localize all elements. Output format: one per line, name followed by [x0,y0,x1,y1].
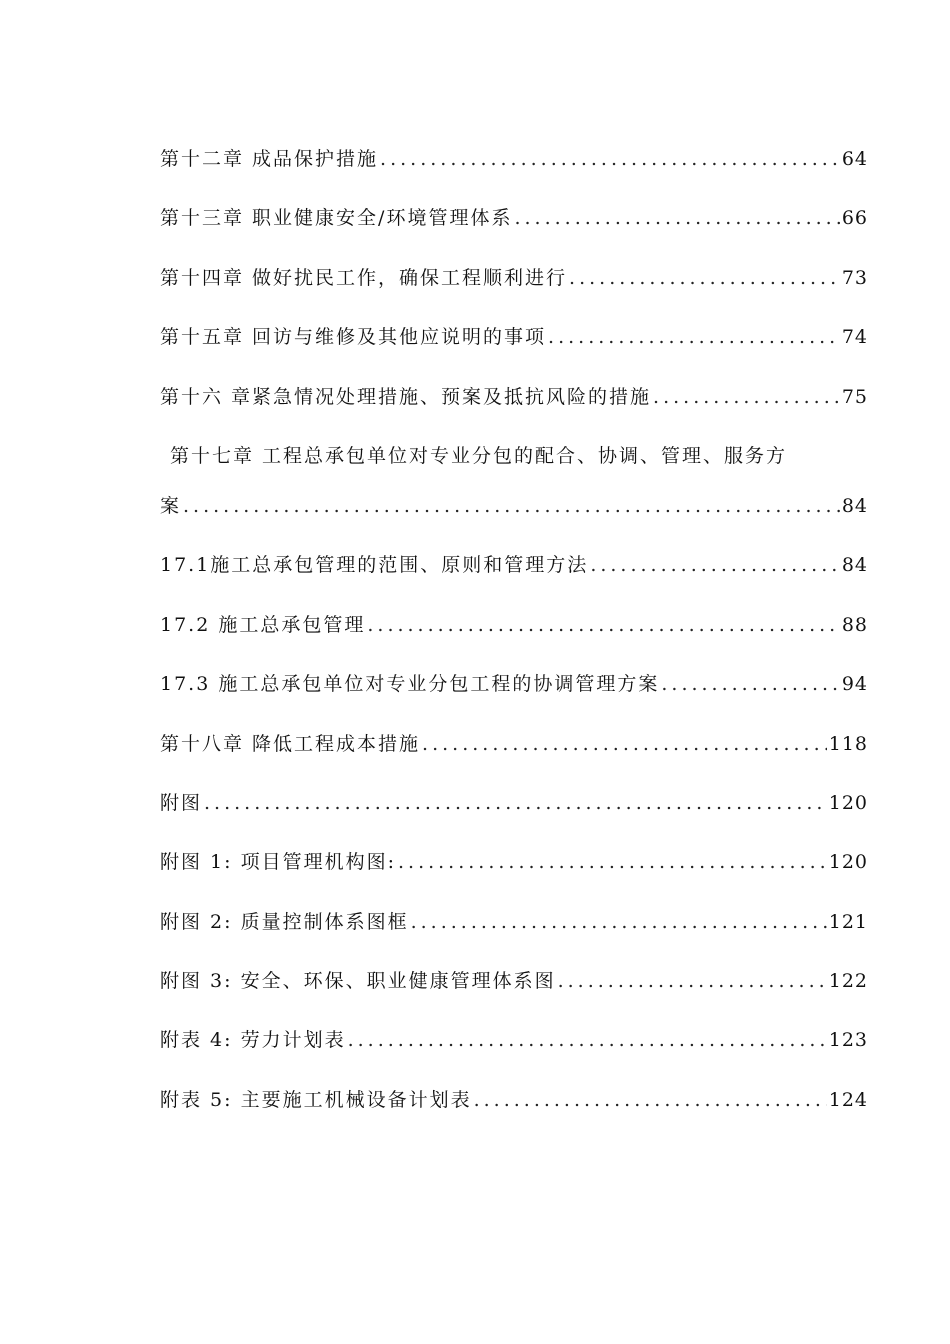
toc-entry-title: 第十六 章紧急情况处理措施、预案及抵抗风险的措施 [160,385,652,408]
toc-page-number: 94 [841,673,868,696]
toc-entry-title: 17.2 施工总承包管理 [160,613,366,636]
toc-page-number: 120 [828,791,868,814]
toc-leader-dots [348,1023,827,1057]
toc-entry[interactable] [160,964,868,1023]
toc-leader-dots [569,261,840,295]
toc-leader-dots [653,380,840,414]
toc-entry-title: 附表 4: 劳力计划表 [160,1029,346,1052]
toc-entry-title: 附图 1: 项目管理机构图: [160,851,396,874]
toc-entry[interactable] [160,201,868,260]
toc-entry[interactable] [160,320,868,379]
toc-leader-dots [411,905,827,939]
toc-entry-title: 第十五章 回访与维修及其他应说明的事项 [160,326,547,349]
toc-page-number: 73 [841,266,868,289]
toc-entry-title: 案 [160,494,182,517]
toc-entry-title: 17.1施工总承包管理的范围、原则和管理方法 [160,554,589,577]
toc-entry[interactable] [160,727,868,786]
toc-entry-title: 第十二章 成品保护措施 [160,148,379,170]
toc-leader-dots [548,320,840,354]
toc-leader-dots [204,786,827,820]
toc-page-number: 84 [841,494,868,517]
toc-entry[interactable] [160,905,868,964]
toc-page-number: 121 [828,910,868,933]
toc-page-number: 120 [828,851,868,874]
toc-leader-dots [183,489,840,523]
toc-entry-title: 第十八章 降低工程成本措施 [160,732,421,755]
toc-entry[interactable] [160,667,868,726]
toc-page-number: 74 [841,326,868,349]
toc-entry[interactable] [160,142,868,201]
toc-entry-title: 附图 3: 安全、环保、职业健康管理体系图 [160,970,556,993]
toc-entry[interactable] [160,1083,868,1142]
toc-entry-title: 附表 5: 主要施工机械设备计划表 [160,1088,472,1111]
toc-entry-title: 附图 2: 质量控制体系图框 [160,910,409,933]
toc-entry[interactable] [160,608,868,667]
toc-page-number: 66 [841,207,868,230]
toc-leader-dots [514,201,839,235]
toc-page-number: 75 [841,385,868,408]
toc-leader-dots [590,548,840,582]
table-of-contents [160,142,868,1142]
toc-page-number: 84 [841,554,868,577]
toc-page-number: 64 [841,148,868,170]
toc-leader-dots [558,964,827,998]
toc-entry-continuation[interactable] [160,489,868,548]
toc-page-number: 124 [828,1088,868,1111]
toc-entry-title: 17.3 施工总承包单位对专业分包工程的协调管理方案 [160,673,660,696]
toc-leader-dots [367,608,839,642]
toc-entry[interactable] [160,380,868,439]
toc-entry-title: 附图 [160,791,203,814]
toc-leader-dots [661,667,839,701]
toc-entry-title: 第十七章 工程总承包单位对专业分包的配合、协调、管理、服务方 [170,444,788,467]
toc-entry-title: 第十四章 做好扰民工作，确保工程顺利进行 [160,266,568,289]
toc-page-number: 118 [828,732,868,755]
toc-leader-dots [398,845,827,879]
toc-page-number: 88 [841,613,868,636]
toc-entry[interactable] [160,1023,868,1082]
toc-entry[interactable] [160,548,868,607]
toc-entry-title: 第十三章 职业健康安全/环境管理体系 [160,207,513,230]
toc-page-number: 122 [828,970,868,993]
toc-entry[interactable] [160,786,868,845]
toc-leader-dots [422,727,827,761]
toc-entry-wrapped-title[interactable] [160,439,868,489]
toc-page-number: 123 [828,1029,868,1052]
toc-leader-dots [380,142,840,176]
toc-entry[interactable] [160,261,868,320]
toc-entry[interactable] [160,845,868,904]
toc-leader-dots [474,1083,827,1117]
